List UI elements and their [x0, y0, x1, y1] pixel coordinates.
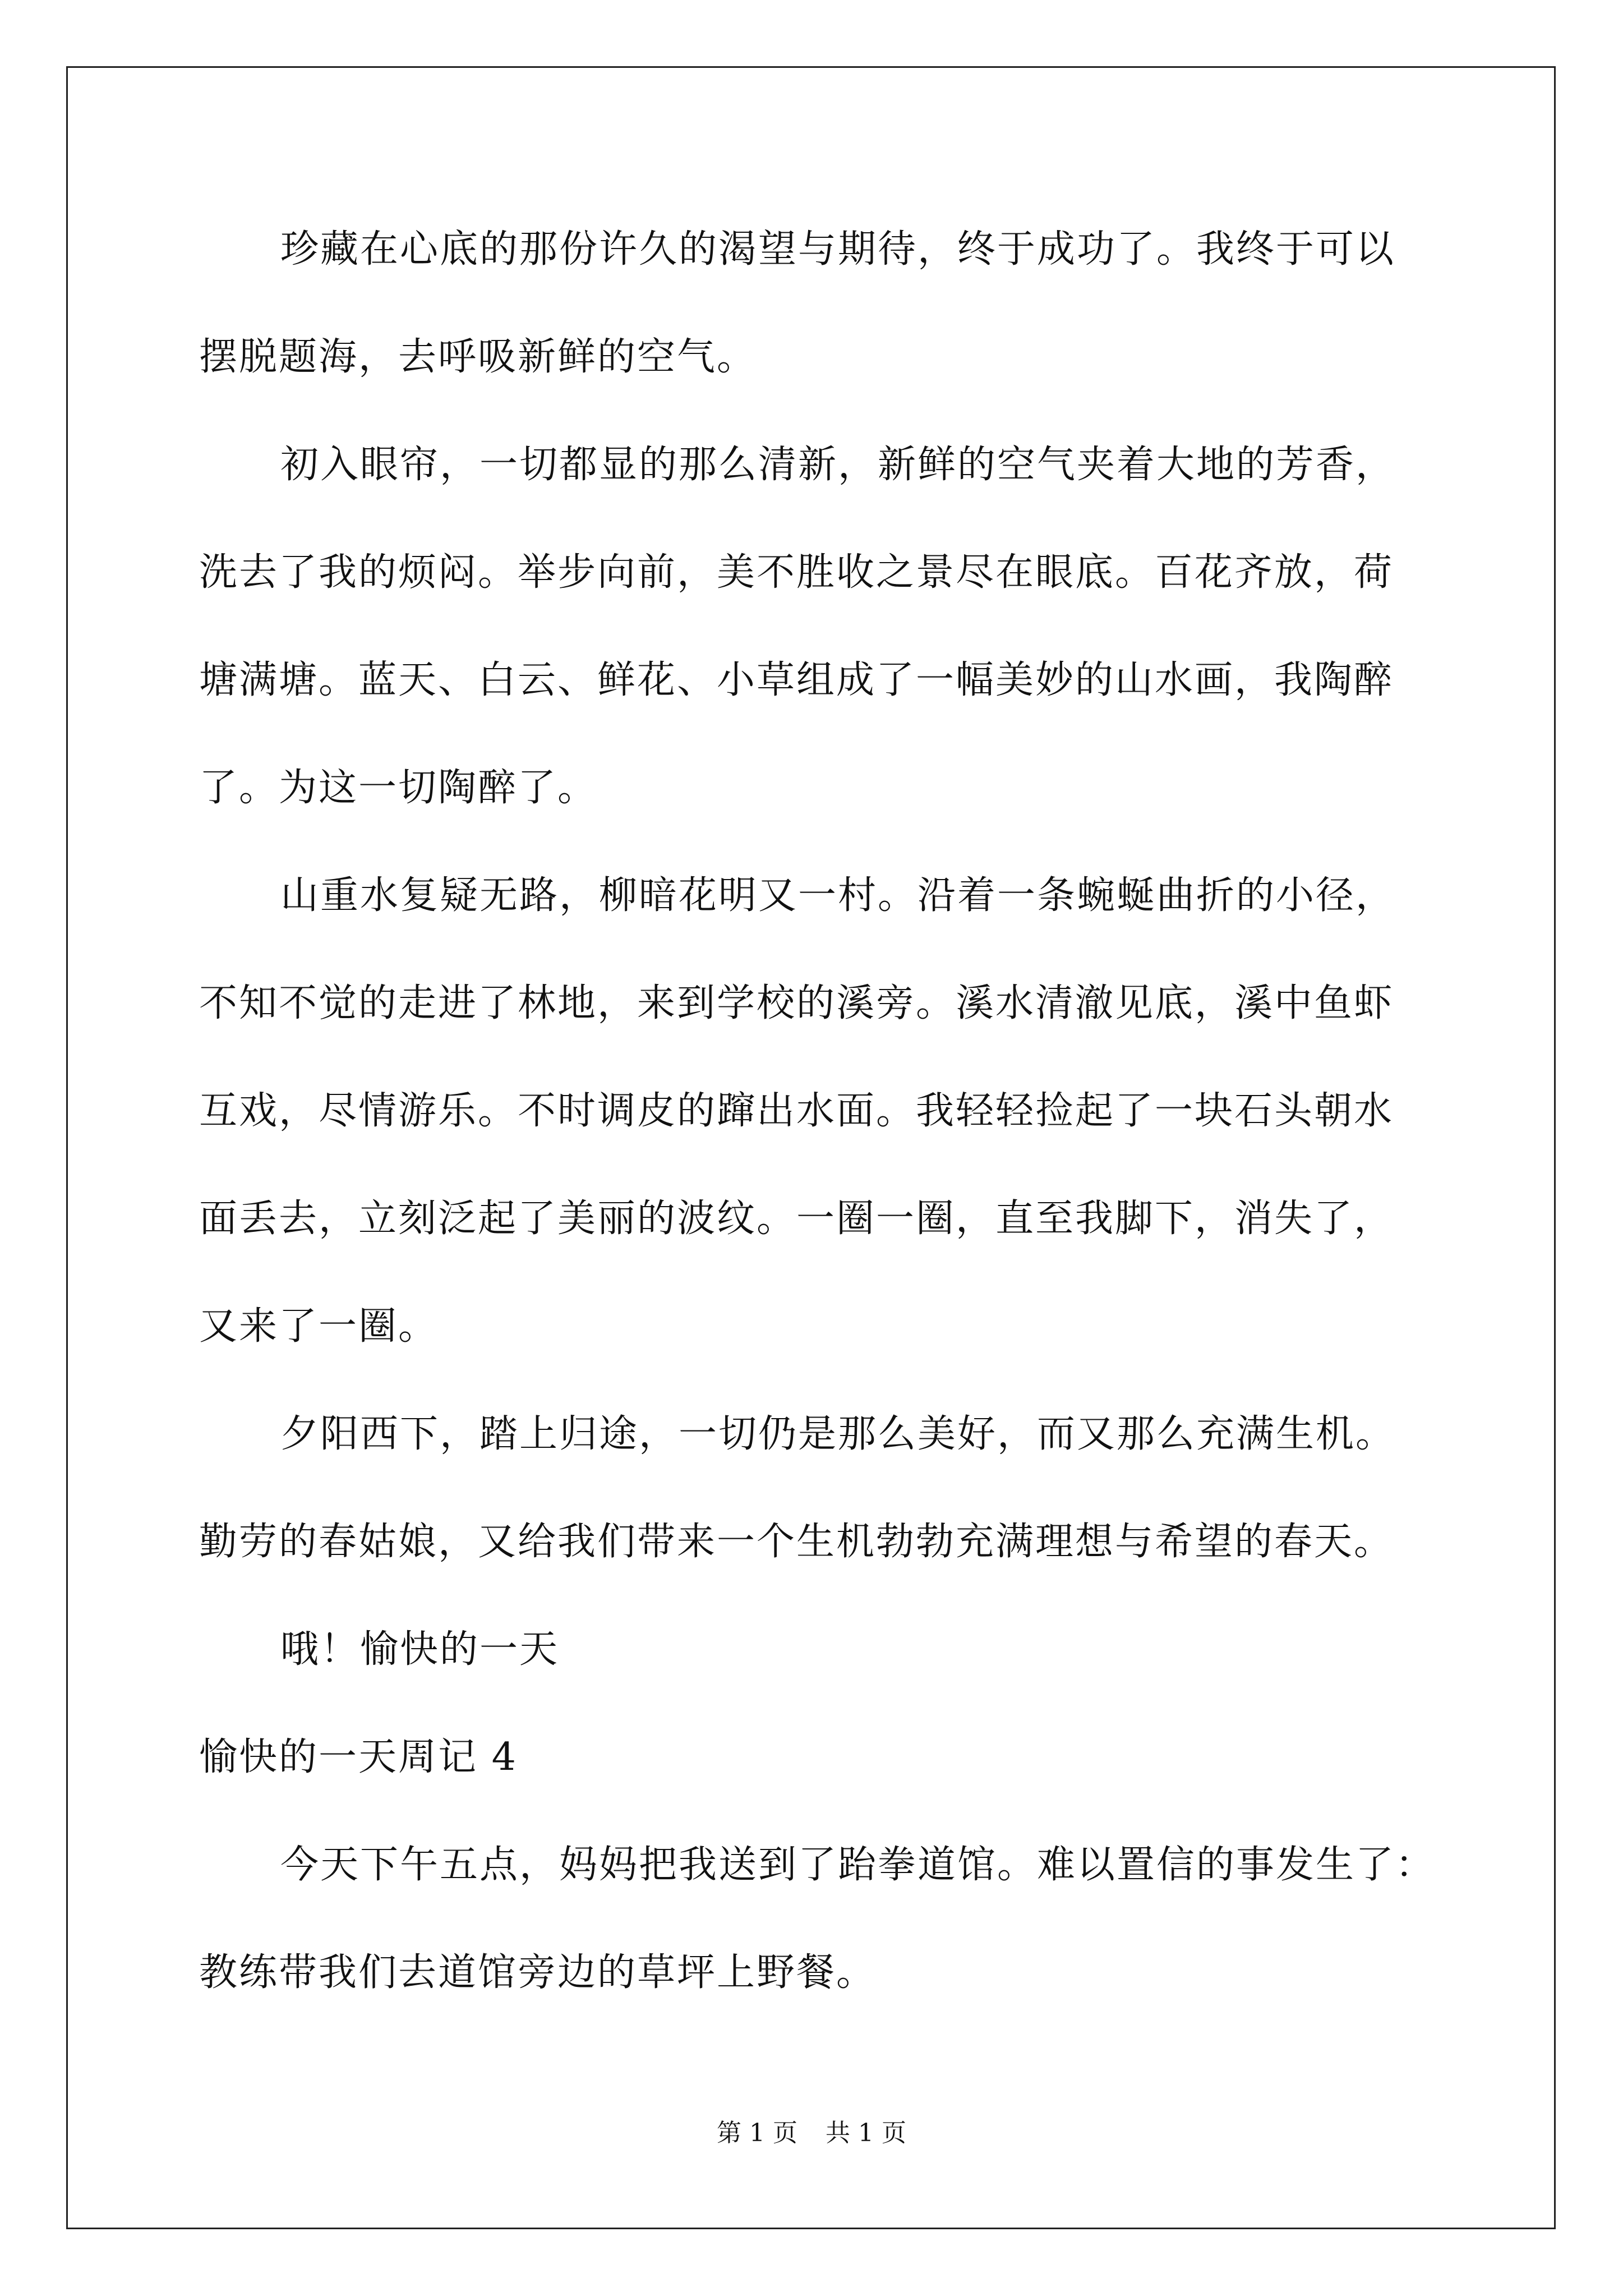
paragraph-3-line-1: 山重水复疑无路，柳暗花明又一村。沿着一条蜿蜒曲折的小径，	[280, 873, 1396, 918]
paragraph-3-line-3: 互戏，尽情游乐。不时调皮的蹿出水面。我轻轻捡起了一块石头朝水	[199, 1089, 1394, 1133]
paragraph-3-line-2: 不知不觉的走进了林地，来到学校的溪旁。溪水清澈见底，溪中鱼虾	[199, 981, 1394, 1025]
paragraph-4-line-2: 勤劳的春姑娘，又给我们带来一个生机勃勃充满理想与希望的春天。	[199, 1520, 1394, 1564]
paragraph-4-line-1: 夕阳西下，踏上归途，一切仍是那么美好，而又那么充满生机。	[280, 1412, 1396, 1456]
paragraph-5-line-1: 哦！愉快的一天	[280, 1627, 560, 1672]
page-border	[66, 66, 1556, 2229]
paragraph-6-line-2: 教练带我们去道馆旁边的草坪上野餐。	[199, 1950, 877, 1995]
paragraph-1-line-2: 摆脱题海，去呼吸新鲜的空气。	[199, 335, 757, 379]
page-footer	[0, 2121, 1623, 2146]
page-number: 第 1 页	[717, 2119, 797, 2147]
page-total: 共 1 页	[826, 2119, 906, 2147]
paragraph-2-line-1: 初入眼帘，一切都显的那么清新，新鲜的空气夹着大地的芳香，	[280, 443, 1396, 487]
paragraph-2-line-3: 塘满塘。蓝天、白云、鲜花、小草组成了一幅美妙的山水画，我陶醉	[199, 658, 1394, 702]
paragraph-1-line-1: 珍藏在心底的那份许久的渴望与期待，终于成功了。我终于可以	[280, 227, 1396, 272]
paragraph-2-line-2: 洗去了我的烦闷。举步向前，美不胜收之景尽在眼底。百花齐放，荷	[199, 550, 1394, 595]
paragraph-6-line-1: 今天下午五点，妈妈把我送到了跆拳道馆。难以置信的事发生了：	[280, 1843, 1436, 1887]
section-heading: 愉快的一天周记 4	[199, 1735, 518, 1779]
paragraph-2-line-4: 了。为这一切陶醉了。	[199, 766, 598, 810]
paragraph-3-line-4: 面丢去，立刻泛起了美丽的波纹。一圈一圈，直至我脚下，消失了，	[199, 1197, 1394, 1241]
paragraph-3-line-5: 又来了一圈。	[199, 1304, 439, 1349]
